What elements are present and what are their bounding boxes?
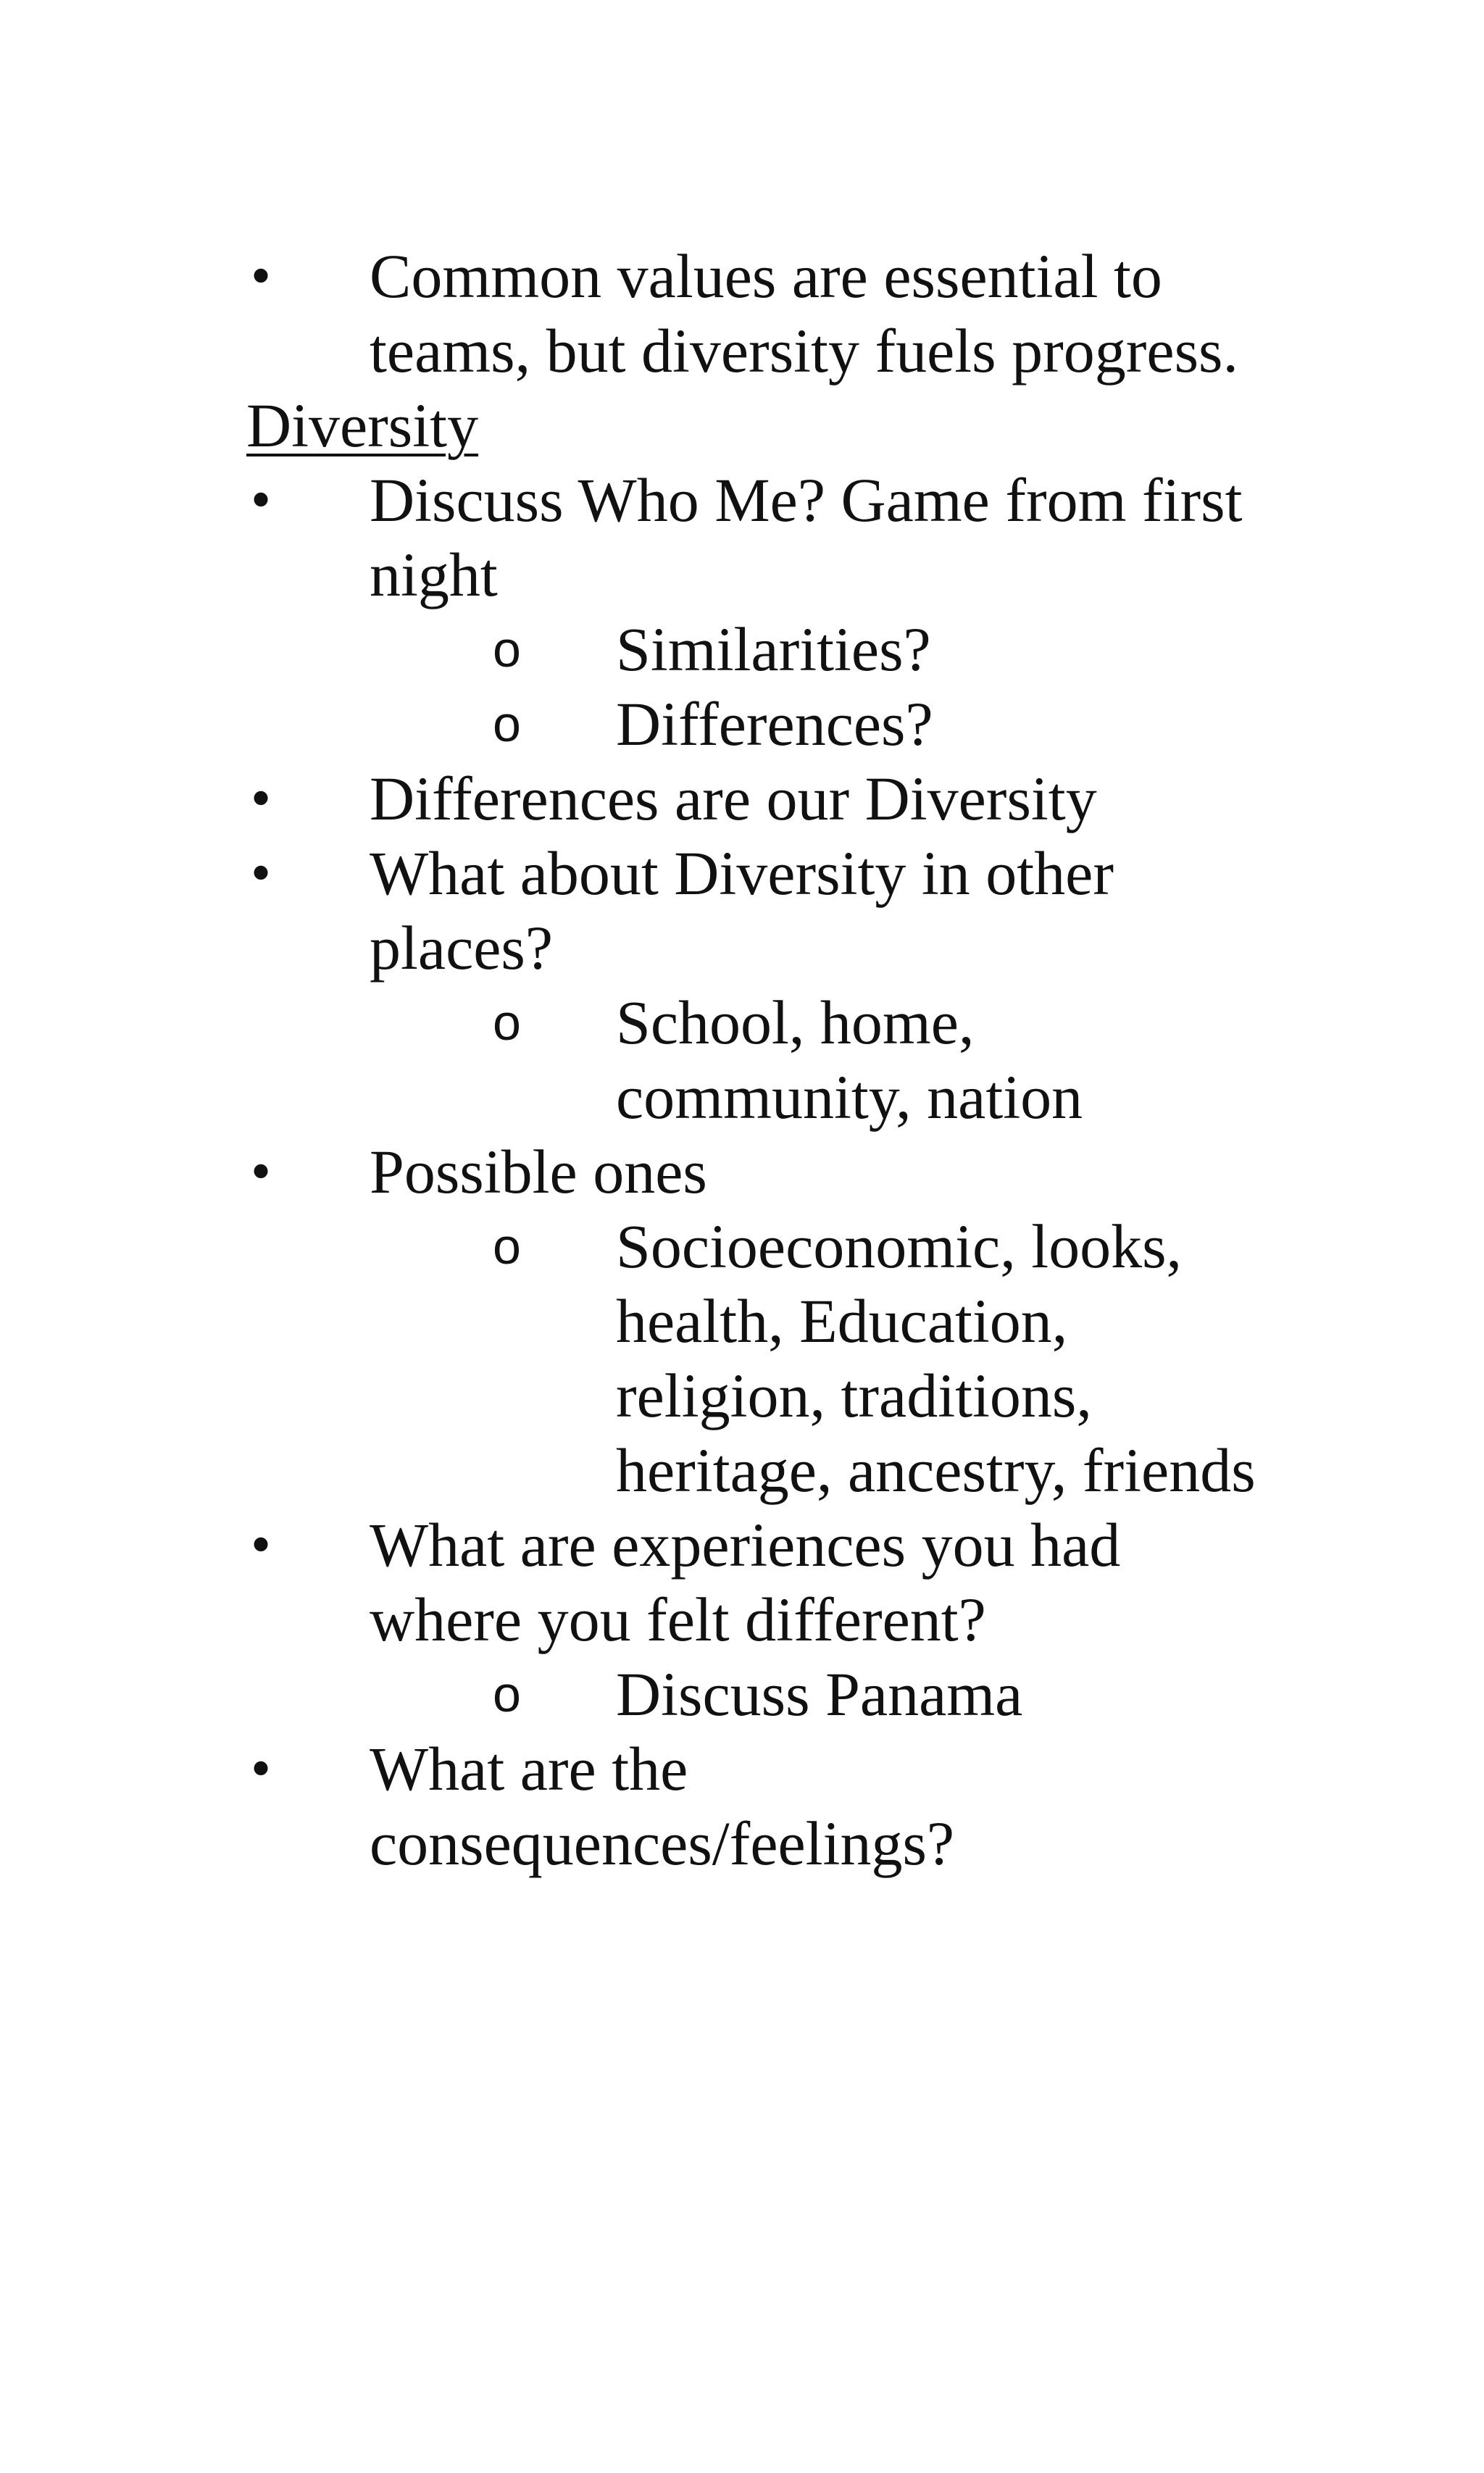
list-item-text: Discuss Who Me? Game from first night [370, 465, 1243, 609]
sub-list-item-text: Differences? [616, 689, 933, 759]
sub-list-item-text: Similarities? [616, 614, 931, 684]
sub-list-item-text: School, home, community, nation [616, 988, 1083, 1132]
sub-list-item [246, 1209, 1275, 1508]
bullet-icon: • [251, 244, 272, 308]
list-item [246, 762, 1275, 836]
bullet-icon: • [251, 767, 272, 830]
document-content [246, 239, 1275, 1881]
bullet-icon: • [251, 841, 272, 905]
list-item [246, 1732, 1275, 1881]
list-item-text: Common values are essential to teams, but diversity fuels progress. [370, 241, 1239, 385]
list-item [246, 836, 1275, 985]
list-item-text: Differences are our Diversity [370, 764, 1097, 833]
sub-bullet-icon: o [493, 621, 521, 677]
sub-bullet-icon: o [493, 994, 521, 1051]
section-heading: Diversity [246, 391, 479, 460]
list-item-text: Possible ones [370, 1137, 707, 1206]
list-item-text: What are the consequences/feelings? [370, 1734, 955, 1878]
sub-list-item [246, 687, 1275, 762]
list-item-text: What are experiences you had where you felt different? [370, 1510, 1121, 1654]
bullet-icon: • [251, 468, 272, 532]
sub-bullet-icon: o [493, 696, 521, 752]
sub-bullet-icon: o [493, 1666, 521, 1722]
sub-list-item [246, 612, 1275, 687]
sub-list-item [246, 1657, 1275, 1732]
sub-bullet-icon: o [493, 1218, 521, 1275]
bullet-icon: • [251, 1513, 272, 1577]
list-item [246, 1135, 1275, 1209]
list-item [246, 1508, 1275, 1657]
sub-list-item-text: Socioeconomic, looks, health, Education, religion, traditions, heritage, ancestry, friends [616, 1212, 1256, 1505]
list-item [246, 463, 1275, 612]
bullet-icon: • [251, 1737, 272, 1801]
sub-list-item-text: Discuss Panama [616, 1659, 1023, 1729]
sub-list-item [246, 985, 1275, 1135]
list-item [246, 239, 1275, 388]
list-item-text: What about Diversity in other places? [370, 838, 1114, 983]
bullet-icon: • [251, 1140, 272, 1204]
